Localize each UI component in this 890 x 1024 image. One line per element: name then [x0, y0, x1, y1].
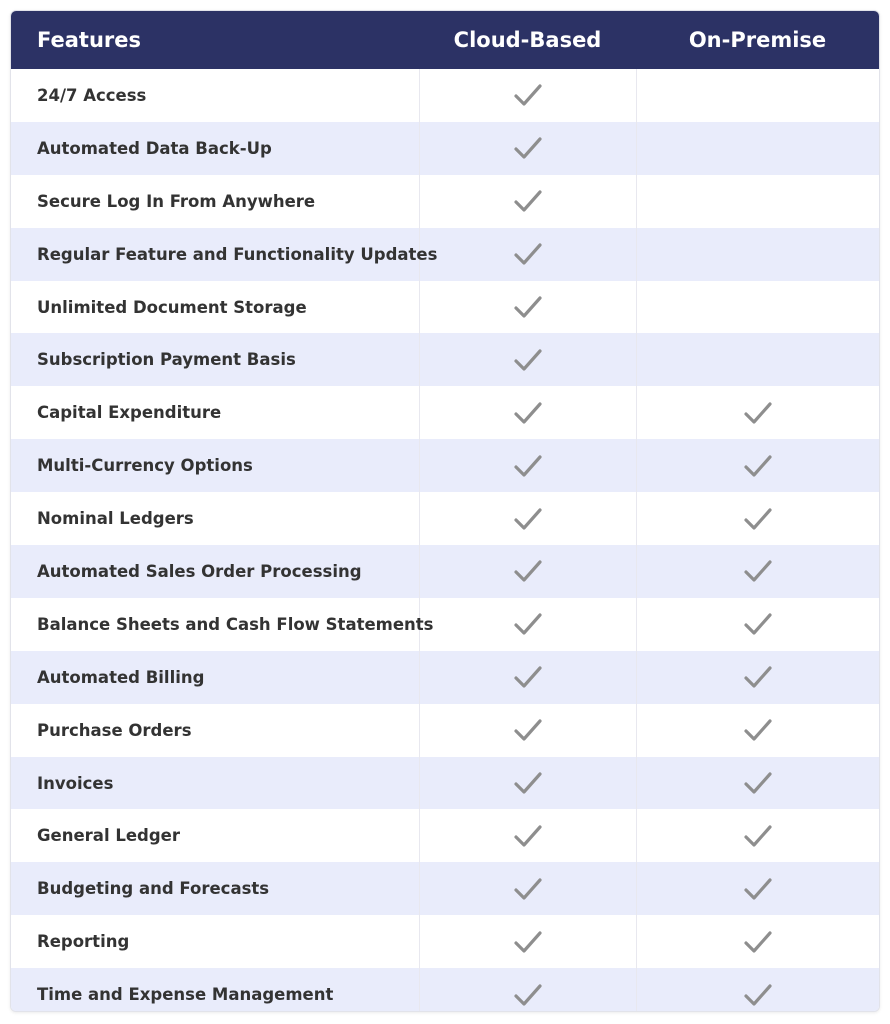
table-row [11, 386, 879, 439]
comparison-table-frame [10, 10, 880, 1012]
checkmark-icon [744, 931, 772, 950]
cloud-based-cell [419, 704, 636, 757]
feature-name: Time and Expense Management [37, 985, 334, 1005]
checkmark-icon [514, 244, 542, 263]
on-premise-cell [636, 492, 879, 545]
table-row [11, 545, 879, 598]
on-premise-cell [636, 386, 879, 439]
checkmark-icon [744, 455, 772, 474]
feature-name: Invoices [37, 773, 114, 793]
table-row [11, 122, 879, 175]
cloud-based-cell [419, 281, 636, 334]
checkmark-icon [514, 667, 542, 686]
feature-name: Nominal Ledgers [37, 509, 194, 529]
cloud-based-cell [419, 175, 636, 228]
feature-name: Automated Billing [37, 667, 205, 687]
table-row [11, 704, 879, 757]
table-row [11, 651, 879, 704]
table-row [11, 492, 879, 545]
cloud-based-cell [419, 598, 636, 651]
feature-name: Automated Sales Order Processing [37, 561, 362, 581]
feature-name: Automated Data Back-Up [37, 138, 272, 158]
table-row [11, 175, 879, 228]
cloud-based-cell [419, 333, 636, 386]
table-body [11, 69, 879, 1012]
on-premise-cell [636, 757, 879, 810]
on-premise-cell [636, 704, 879, 757]
checkmark-icon [514, 931, 542, 950]
checkmark-icon [514, 720, 542, 739]
cloud-based-column-header: Cloud-Based [453, 28, 602, 52]
checkmark-icon [514, 297, 542, 316]
feature-name: Purchase Orders [37, 720, 192, 740]
on-premise-cell [636, 809, 879, 862]
feature-name: Unlimited Document Storage [37, 297, 307, 317]
table-row [11, 862, 879, 915]
table-row [11, 439, 879, 492]
feature-name: Secure Log In From Anywhere [37, 191, 316, 211]
feature-name: Regular Feature and Functionality Updates [37, 244, 438, 264]
checkmark-icon [744, 825, 772, 844]
table-row [11, 69, 879, 122]
cloud-based-cell [419, 439, 636, 492]
checkmark-icon [744, 402, 772, 421]
checkmark-icon [744, 773, 772, 792]
cloud-based-cell [419, 968, 636, 1012]
table-row [11, 228, 879, 281]
on-premise-cell [636, 545, 879, 598]
checkmark-icon [744, 878, 772, 897]
cloud-based-cell [419, 757, 636, 810]
features-column-header: Features [37, 28, 141, 52]
cloud-based-cell [419, 492, 636, 545]
checkmark-icon [514, 191, 542, 210]
on-premise-cell [636, 651, 879, 704]
cloud-based-cell [419, 862, 636, 915]
table-row [11, 333, 879, 386]
checkmark-icon [744, 720, 772, 739]
cloud-based-cell [419, 809, 636, 862]
checkmark-icon [514, 984, 542, 1003]
checkmark-icon [744, 667, 772, 686]
on-premise-cell [636, 862, 879, 915]
checkmark-icon [514, 455, 542, 474]
checkmark-icon [744, 614, 772, 633]
cloud-based-cell [419, 386, 636, 439]
checkmark-icon [514, 349, 542, 368]
feature-name: Balance Sheets and Cash Flow Statements [37, 614, 434, 634]
feature-name: Reporting [37, 932, 130, 952]
checkmark-icon [744, 508, 772, 527]
checkmark-icon [514, 773, 542, 792]
feature-name: Capital Expenditure [37, 403, 222, 423]
comparison-table [11, 11, 879, 1012]
on-premise-cell [636, 968, 879, 1012]
checkmark-icon [514, 402, 542, 421]
cloud-based-cell [419, 915, 636, 968]
checkmark-icon [514, 878, 542, 897]
feature-name: Subscription Payment Basis [37, 350, 296, 370]
on-premise-cell [636, 439, 879, 492]
cloud-based-cell [419, 69, 636, 122]
checkmark-icon [514, 825, 542, 844]
feature-name: 24/7 Access [37, 85, 147, 105]
checkmark-icon [514, 561, 542, 580]
on-premise-cell [636, 122, 879, 175]
feature-name: Budgeting and Forecasts [37, 879, 270, 899]
table-row [11, 968, 879, 1012]
on-premise-cell [636, 228, 879, 281]
on-premise-cell [636, 69, 879, 122]
table-row [11, 757, 879, 810]
table-row [11, 281, 879, 334]
checkmark-icon [514, 85, 542, 104]
checkmark-icon [744, 984, 772, 1003]
on-premise-cell [636, 598, 879, 651]
cloud-based-cell [419, 545, 636, 598]
on-premise-cell [636, 333, 879, 386]
on-premise-cell [636, 915, 879, 968]
table-row [11, 915, 879, 968]
cloud-based-cell [419, 651, 636, 704]
checkmark-icon [514, 508, 542, 527]
feature-name: General Ledger [37, 826, 180, 846]
checkmark-icon [514, 614, 542, 633]
on-premise-cell [636, 175, 879, 228]
cloud-based-cell [419, 228, 636, 281]
on-premise-column-header: On-Premise [688, 28, 827, 52]
feature-name: Multi-Currency Options [37, 456, 253, 476]
on-premise-cell [636, 281, 879, 334]
checkmark-icon [744, 561, 772, 580]
table-row [11, 598, 879, 651]
checkmark-icon [514, 138, 542, 157]
table-header-row [11, 11, 879, 69]
cloud-based-cell [419, 122, 636, 175]
table-row [11, 809, 879, 862]
